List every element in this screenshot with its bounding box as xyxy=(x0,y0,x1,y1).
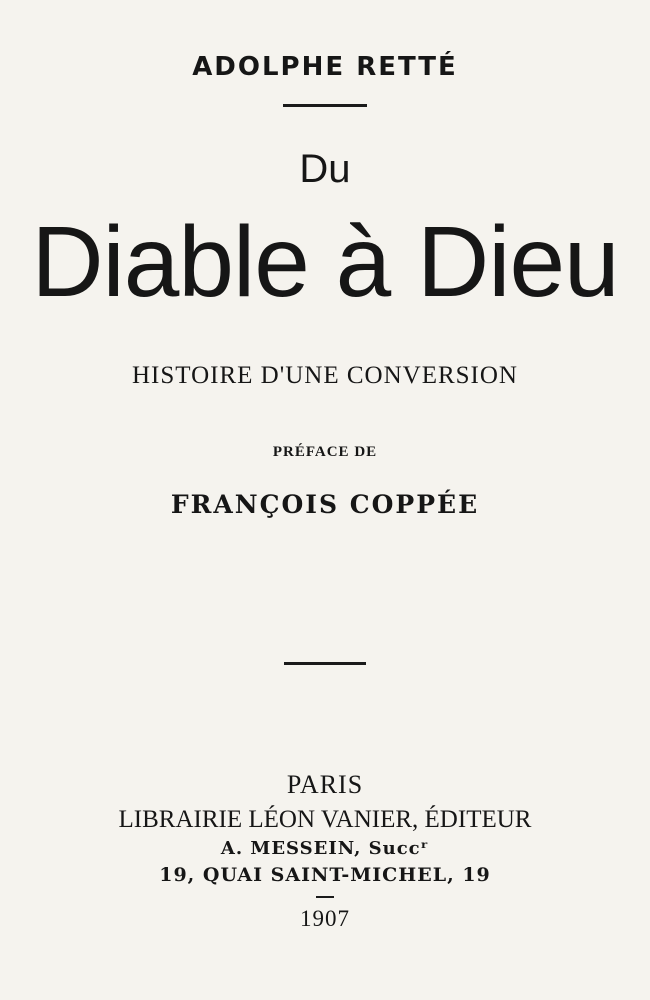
preface-label: PRÉFACE DE xyxy=(272,444,378,460)
year-dash xyxy=(316,896,334,898)
title-prefix: Du xyxy=(299,147,351,191)
imprint-publisher: LIBRAIRIE LÉON VANIER, ÉDITEUR xyxy=(118,806,532,833)
middle-rule xyxy=(284,662,366,665)
top-rule xyxy=(283,104,367,107)
book-subtitle: HISTOIRE D'UNE CONVERSION xyxy=(132,362,518,389)
preface-author: FRANÇOIS COPPÉE xyxy=(170,490,480,519)
author-name: ADOLPHE RETTÉ xyxy=(192,52,458,82)
imprint-year: 1907 xyxy=(300,906,350,931)
imprint-address: 19, QUAI SAINT-MICHEL, 19 xyxy=(159,864,491,886)
book-title: Diable à Dieu xyxy=(31,206,619,318)
imprint-successor: A. MESSEIN, Succʳ xyxy=(220,838,430,859)
imprint-city: PARIS xyxy=(286,770,364,799)
